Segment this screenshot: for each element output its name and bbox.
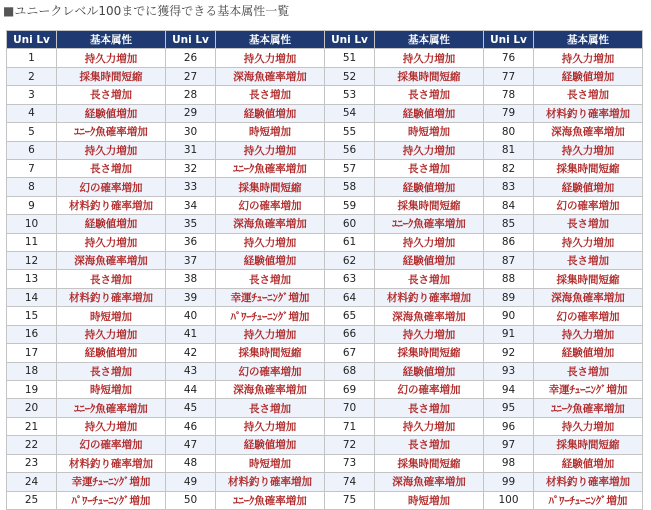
level-cell: 21 bbox=[7, 417, 57, 435]
attribute-cell: 材料釣り確率増加 bbox=[57, 288, 166, 306]
attribute-cell: 採集時間短縮 bbox=[216, 344, 325, 362]
attribute-cell: 持久力増加 bbox=[216, 141, 325, 159]
level-cell: 89 bbox=[484, 288, 534, 306]
level-cell: 79 bbox=[484, 104, 534, 122]
level-cell: 87 bbox=[484, 252, 534, 270]
table-row bbox=[7, 307, 643, 325]
level-cell: 91 bbox=[484, 325, 534, 343]
header-lv: Uni Lv bbox=[484, 31, 534, 49]
attribute-cell: 深海魚確率増加 bbox=[534, 288, 643, 306]
header-attr: 基本属性 bbox=[375, 31, 484, 49]
level-cell: 7 bbox=[7, 159, 57, 177]
level-cell: 51 bbox=[325, 49, 375, 67]
level-cell: 44 bbox=[166, 381, 216, 399]
attribute-cell: 長さ増加 bbox=[534, 86, 643, 104]
level-cell: 93 bbox=[484, 362, 534, 380]
attribute-cell: 幸運ﾁｭｰﾆﾝｸﾞ増加 bbox=[216, 288, 325, 306]
level-cell: 100 bbox=[484, 491, 534, 509]
level-cell: 53 bbox=[325, 86, 375, 104]
level-cell: 42 bbox=[166, 344, 216, 362]
level-cell: 98 bbox=[484, 454, 534, 472]
table-row bbox=[7, 381, 643, 399]
table-row bbox=[7, 123, 643, 141]
attribute-cell: 材料釣り確率増加 bbox=[57, 454, 166, 472]
level-cell: 85 bbox=[484, 215, 534, 233]
level-cell: 75 bbox=[325, 491, 375, 509]
level-cell: 58 bbox=[325, 178, 375, 196]
attribute-cell: 採集時間短縮 bbox=[534, 270, 643, 288]
attribute-cell: 採集時間短縮 bbox=[375, 67, 484, 85]
level-cell: 2 bbox=[7, 67, 57, 85]
level-cell: 78 bbox=[484, 86, 534, 104]
attribute-cell: 持久力増加 bbox=[216, 233, 325, 251]
attribute-cell: ﾕﾆｰｸ魚確率増加 bbox=[216, 491, 325, 509]
level-cell: 20 bbox=[7, 399, 57, 417]
level-cell: 18 bbox=[7, 362, 57, 380]
level-cell: 73 bbox=[325, 454, 375, 472]
attribute-cell: 持久力増加 bbox=[375, 325, 484, 343]
attribute-cell: 採集時間短縮 bbox=[57, 67, 166, 85]
attribute-cell: 経験値増加 bbox=[57, 344, 166, 362]
level-cell: 38 bbox=[166, 270, 216, 288]
attribute-cell: 材料釣り確率増加 bbox=[375, 288, 484, 306]
header-attr: 基本属性 bbox=[534, 31, 643, 49]
level-cell: 49 bbox=[166, 473, 216, 491]
table-row bbox=[7, 196, 643, 214]
level-cell: 55 bbox=[325, 123, 375, 141]
level-cell: 77 bbox=[484, 67, 534, 85]
level-cell: 24 bbox=[7, 473, 57, 491]
attribute-cell: 経験値増加 bbox=[57, 215, 166, 233]
table-row bbox=[7, 67, 643, 85]
attribute-cell: 長さ増加 bbox=[375, 436, 484, 454]
level-cell: 15 bbox=[7, 307, 57, 325]
attribute-cell: 持久力増加 bbox=[57, 141, 166, 159]
level-cell: 31 bbox=[166, 141, 216, 159]
attribute-cell: 持久力増加 bbox=[534, 325, 643, 343]
level-cell: 67 bbox=[325, 344, 375, 362]
attribute-cell: 深海魚確率増加 bbox=[216, 215, 325, 233]
attribute-cell: 深海魚確率増加 bbox=[57, 252, 166, 270]
table-row bbox=[7, 417, 643, 435]
attribute-cell: 幸運ﾁｭｰﾆﾝｸﾞ増加 bbox=[57, 473, 166, 491]
level-cell: 23 bbox=[7, 454, 57, 472]
table-row bbox=[7, 288, 643, 306]
attribute-cell: 持久力増加 bbox=[57, 325, 166, 343]
level-cell: 16 bbox=[7, 325, 57, 343]
level-cell: 22 bbox=[7, 436, 57, 454]
level-cell: 90 bbox=[484, 307, 534, 325]
table-row bbox=[7, 362, 643, 380]
attribute-cell: 持久力増加 bbox=[216, 417, 325, 435]
attribute-cell: 長さ増加 bbox=[57, 86, 166, 104]
square-bullet-icon: ■ bbox=[3, 4, 15, 18]
attribute-cell: 幸運ﾁｭｰﾆﾝｸﾞ増加 bbox=[534, 381, 643, 399]
level-cell: 68 bbox=[325, 362, 375, 380]
table-row bbox=[7, 436, 643, 454]
attribute-cell: 長さ増加 bbox=[216, 270, 325, 288]
level-cell: 34 bbox=[166, 196, 216, 214]
level-cell: 54 bbox=[325, 104, 375, 122]
table-row bbox=[7, 215, 643, 233]
table-row bbox=[7, 344, 643, 362]
level-cell: 83 bbox=[484, 178, 534, 196]
attribute-cell: 深海魚確率増加 bbox=[216, 381, 325, 399]
attribute-cell: 材料釣り確率増加 bbox=[534, 104, 643, 122]
level-cell: 33 bbox=[166, 178, 216, 196]
level-cell: 14 bbox=[7, 288, 57, 306]
attribute-cell: 持久力増加 bbox=[57, 417, 166, 435]
attribute-cell: 長さ増加 bbox=[57, 362, 166, 380]
level-cell: 37 bbox=[166, 252, 216, 270]
level-cell: 46 bbox=[166, 417, 216, 435]
table-row bbox=[7, 325, 643, 343]
attribute-cell: 時短増加 bbox=[57, 307, 166, 325]
attribute-cell: 長さ増加 bbox=[57, 270, 166, 288]
attribute-cell: 採集時間短縮 bbox=[375, 454, 484, 472]
level-cell: 61 bbox=[325, 233, 375, 251]
attribute-cell: 持久力増加 bbox=[57, 49, 166, 67]
attribute-cell: 深海魚確率増加 bbox=[375, 473, 484, 491]
attribute-cell: 経験値増加 bbox=[534, 344, 643, 362]
level-cell: 43 bbox=[166, 362, 216, 380]
attribute-cell: ﾕﾆｰｸ魚確率増加 bbox=[534, 399, 643, 417]
table-row bbox=[7, 141, 643, 159]
level-cell: 97 bbox=[484, 436, 534, 454]
level-cell: 74 bbox=[325, 473, 375, 491]
attribute-cell: 長さ増加 bbox=[375, 86, 484, 104]
attribute-cell: 長さ増加 bbox=[375, 159, 484, 177]
attribute-cell: 幻の確率増加 bbox=[534, 196, 643, 214]
attribute-cell: 経験値増加 bbox=[534, 67, 643, 85]
attribute-cell: 長さ増加 bbox=[216, 399, 325, 417]
attribute-cell: ﾊﾟﾜｰﾁｭｰﾆﾝｸﾞ増加 bbox=[57, 491, 166, 509]
attribute-cell: 経験値増加 bbox=[216, 436, 325, 454]
level-cell: 19 bbox=[7, 381, 57, 399]
attribute-cell: 長さ増加 bbox=[375, 270, 484, 288]
level-cell: 26 bbox=[166, 49, 216, 67]
attribute-cell: ﾕﾆｰｸ魚確率増加 bbox=[375, 215, 484, 233]
level-cell: 8 bbox=[7, 178, 57, 196]
header-attr: 基本属性 bbox=[57, 31, 166, 49]
header-lv: Uni Lv bbox=[166, 31, 216, 49]
level-cell: 28 bbox=[166, 86, 216, 104]
attribute-cell: ﾊﾟﾜｰﾁｭｰﾆﾝｸﾞ増加 bbox=[216, 307, 325, 325]
level-cell: 27 bbox=[166, 67, 216, 85]
attribute-cell: 長さ増加 bbox=[216, 86, 325, 104]
level-cell: 9 bbox=[7, 196, 57, 214]
attribute-cell: 幻の確率増加 bbox=[534, 307, 643, 325]
level-cell: 94 bbox=[484, 381, 534, 399]
level-cell: 48 bbox=[166, 454, 216, 472]
level-cell: 32 bbox=[166, 159, 216, 177]
attribute-cell: 経験値増加 bbox=[57, 104, 166, 122]
level-cell: 39 bbox=[166, 288, 216, 306]
attribute-cell: 深海魚確率増加 bbox=[375, 307, 484, 325]
attribute-cell: 長さ増加 bbox=[534, 215, 643, 233]
attribute-cell: 長さ増加 bbox=[534, 252, 643, 270]
level-cell: 92 bbox=[484, 344, 534, 362]
unique-level-table bbox=[6, 30, 643, 510]
attribute-cell: 幻の確率増加 bbox=[57, 178, 166, 196]
level-cell: 60 bbox=[325, 215, 375, 233]
attribute-cell: 深海魚確率増加 bbox=[216, 67, 325, 85]
attribute-cell: 経験値増加 bbox=[216, 252, 325, 270]
page-heading bbox=[3, 2, 289, 19]
level-cell: 62 bbox=[325, 252, 375, 270]
attribute-cell: 採集時間短縮 bbox=[534, 159, 643, 177]
level-cell: 13 bbox=[7, 270, 57, 288]
attribute-cell: 持久力増加 bbox=[57, 233, 166, 251]
level-cell: 36 bbox=[166, 233, 216, 251]
level-cell: 57 bbox=[325, 159, 375, 177]
attribute-cell: 持久力増加 bbox=[375, 49, 484, 67]
table-row bbox=[7, 473, 643, 491]
attribute-cell: 時短増加 bbox=[216, 123, 325, 141]
level-cell: 25 bbox=[7, 491, 57, 509]
attribute-cell: 経験値増加 bbox=[216, 104, 325, 122]
table-row bbox=[7, 159, 643, 177]
level-cell: 5 bbox=[7, 123, 57, 141]
level-cell: 66 bbox=[325, 325, 375, 343]
attribute-cell: 経験値増加 bbox=[375, 252, 484, 270]
table-row bbox=[7, 104, 643, 122]
table-row bbox=[7, 49, 643, 67]
level-cell: 52 bbox=[325, 67, 375, 85]
attribute-cell: 採集時間短縮 bbox=[534, 436, 643, 454]
level-cell: 17 bbox=[7, 344, 57, 362]
level-cell: 82 bbox=[484, 159, 534, 177]
level-cell: 88 bbox=[484, 270, 534, 288]
level-cell: 11 bbox=[7, 233, 57, 251]
level-cell: 99 bbox=[484, 473, 534, 491]
level-cell: 72 bbox=[325, 436, 375, 454]
attribute-cell: 経験値増加 bbox=[375, 104, 484, 122]
level-cell: 71 bbox=[325, 417, 375, 435]
attribute-cell: ﾕﾆｰｸ魚確率増加 bbox=[216, 159, 325, 177]
table-row bbox=[7, 233, 643, 251]
attribute-cell: 幻の確率増加 bbox=[57, 436, 166, 454]
attribute-cell: 持久力増加 bbox=[534, 417, 643, 435]
level-cell: 81 bbox=[484, 141, 534, 159]
header-row bbox=[7, 31, 643, 49]
level-cell: 35 bbox=[166, 215, 216, 233]
attribute-cell: ﾕﾆｰｸ魚確率増加 bbox=[57, 123, 166, 141]
level-cell: 63 bbox=[325, 270, 375, 288]
level-cell: 6 bbox=[7, 141, 57, 159]
attribute-cell: 材料釣り確率増加 bbox=[57, 196, 166, 214]
level-cell: 84 bbox=[484, 196, 534, 214]
level-cell: 41 bbox=[166, 325, 216, 343]
table-row bbox=[7, 399, 643, 417]
attribute-cell: 長さ増加 bbox=[534, 362, 643, 380]
attribute-cell: 時短増加 bbox=[57, 381, 166, 399]
attribute-cell: 経験値増加 bbox=[375, 362, 484, 380]
table-row bbox=[7, 454, 643, 472]
attribute-cell: 経験値増加 bbox=[534, 454, 643, 472]
level-cell: 47 bbox=[166, 436, 216, 454]
level-cell: 29 bbox=[166, 104, 216, 122]
table-row bbox=[7, 491, 643, 509]
table-row bbox=[7, 86, 643, 104]
attribute-cell: 時短増加 bbox=[375, 491, 484, 509]
level-cell: 80 bbox=[484, 123, 534, 141]
header-lv: Uni Lv bbox=[325, 31, 375, 49]
heading-text: ユニークレベル100までに獲得できる基本属性一覧 bbox=[14, 4, 290, 18]
attribute-cell: 幻の確率増加 bbox=[216, 362, 325, 380]
level-cell: 30 bbox=[166, 123, 216, 141]
level-cell: 1 bbox=[7, 49, 57, 67]
header-lv: Uni Lv bbox=[7, 31, 57, 49]
level-cell: 10 bbox=[7, 215, 57, 233]
attribute-cell: 採集時間短縮 bbox=[375, 344, 484, 362]
table-row bbox=[7, 270, 643, 288]
attribute-cell: 採集時間短縮 bbox=[216, 178, 325, 196]
attribute-cell: 材料釣り確率増加 bbox=[534, 473, 643, 491]
level-cell: 86 bbox=[484, 233, 534, 251]
attribute-cell: 長さ増加 bbox=[57, 159, 166, 177]
attribute-cell: 持久力増加 bbox=[216, 49, 325, 67]
attribute-cell: 深海魚確率増加 bbox=[534, 123, 643, 141]
attribute-cell: 経験値増加 bbox=[375, 178, 484, 196]
level-cell: 12 bbox=[7, 252, 57, 270]
attribute-cell: ﾊﾟﾜｰﾁｭｰﾆﾝｸﾞ増加 bbox=[534, 491, 643, 509]
attribute-cell: 時短増加 bbox=[216, 454, 325, 472]
level-cell: 59 bbox=[325, 196, 375, 214]
level-cell: 76 bbox=[484, 49, 534, 67]
level-cell: 3 bbox=[7, 86, 57, 104]
table-row bbox=[7, 252, 643, 270]
attribute-cell: 長さ増加 bbox=[375, 399, 484, 417]
level-cell: 95 bbox=[484, 399, 534, 417]
level-cell: 96 bbox=[484, 417, 534, 435]
attribute-cell: 時短増加 bbox=[375, 123, 484, 141]
attribute-cell: 幻の確率増加 bbox=[216, 196, 325, 214]
header-attr: 基本属性 bbox=[216, 31, 325, 49]
attribute-cell: 持久力増加 bbox=[534, 233, 643, 251]
attribute-cell: 持久力増加 bbox=[375, 141, 484, 159]
level-cell: 65 bbox=[325, 307, 375, 325]
attribute-cell: 持久力増加 bbox=[375, 233, 484, 251]
attribute-cell: 採集時間短縮 bbox=[375, 196, 484, 214]
level-cell: 64 bbox=[325, 288, 375, 306]
attribute-cell: 持久力増加 bbox=[216, 325, 325, 343]
attribute-cell: 材料釣り確率増加 bbox=[216, 473, 325, 491]
level-cell: 70 bbox=[325, 399, 375, 417]
level-cell: 50 bbox=[166, 491, 216, 509]
level-cell: 69 bbox=[325, 381, 375, 399]
attribute-cell: 持久力増加 bbox=[534, 49, 643, 67]
attribute-cell: 幻の確率増加 bbox=[375, 381, 484, 399]
attribute-cell: ﾕﾆｰｸ魚確率増加 bbox=[57, 399, 166, 417]
table-row bbox=[7, 178, 643, 196]
level-cell: 45 bbox=[166, 399, 216, 417]
level-cell: 56 bbox=[325, 141, 375, 159]
attribute-cell: 持久力増加 bbox=[534, 141, 643, 159]
level-cell: 40 bbox=[166, 307, 216, 325]
level-cell: 4 bbox=[7, 104, 57, 122]
attribute-cell: 持久力増加 bbox=[375, 417, 484, 435]
attribute-cell: 経験値増加 bbox=[534, 178, 643, 196]
